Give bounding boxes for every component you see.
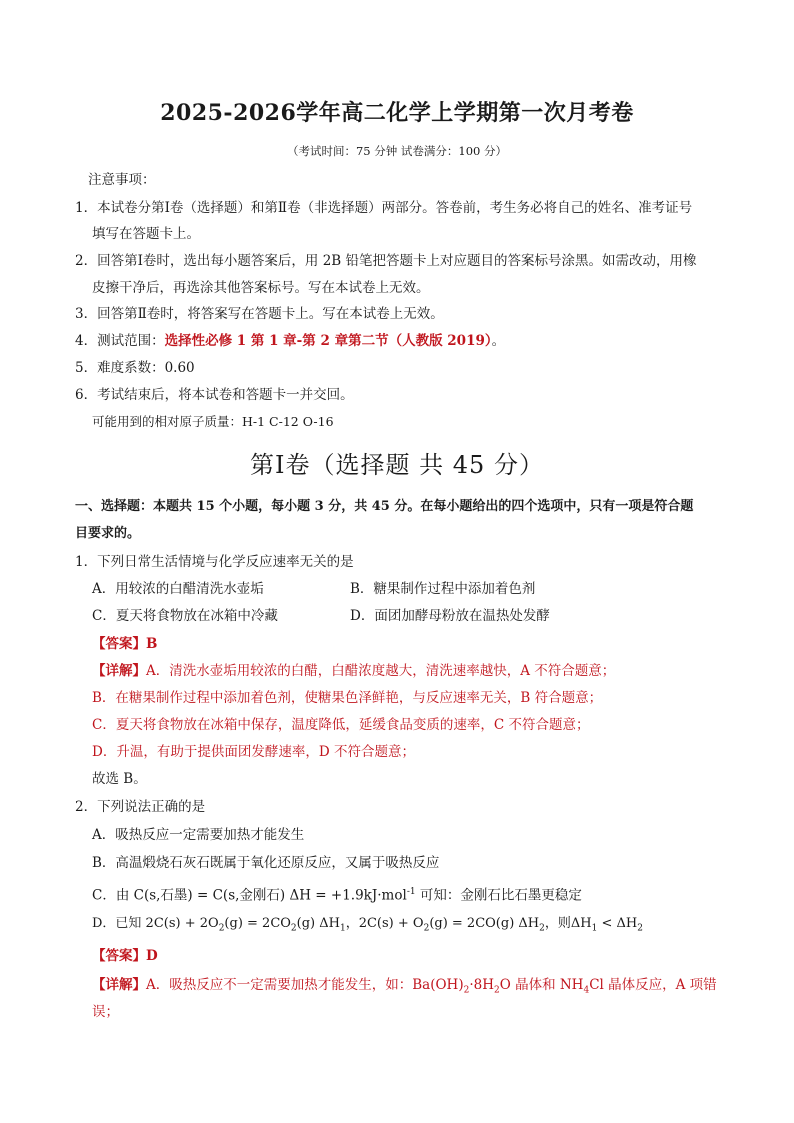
q1-conclusion: 故选 B。 xyxy=(92,771,147,787)
note-1-cont: 填写在答题卡上。 xyxy=(92,226,200,242)
q2-option-a: A．吸热反应一定需要加热才能发生 xyxy=(92,827,305,843)
q2-option-d: D．已知 $2C(s) + 2O_2(g) = 2CO_2(g)$ $\Delta H_1$，$2C(s) + O_2(g) = 2CO(g)$ $\Delta H_2$，则$\Delta H_1 < \Delta H_2$ xyxy=(92,916,643,934)
note-6: 6．考试结束后，将本试卷和答题卡一并交回。 xyxy=(75,387,354,403)
q1-answer: 【答案】B xyxy=(92,636,158,652)
q1-explanation-b: B．在糖果制作过程中添加着色剂，使糖果色泽鲜艳，与反应速率无关，B 符合题意； xyxy=(92,690,603,706)
q2-detail-tag: 【详解】 xyxy=(92,977,146,993)
section-intro-cont: 目要求的。 xyxy=(75,526,141,541)
q1-option-d: D．面团加酵母粉放在温热处发酵 xyxy=(350,608,550,624)
q1-detail-tag: 【详解】 xyxy=(92,663,146,679)
note-5: 5．难度系数：0.60 xyxy=(75,360,195,376)
q2-explanation-a-cont: 误； xyxy=(92,1004,119,1020)
section-title: 第Ⅰ卷（选择题 共 45 分） xyxy=(250,451,544,479)
note-4 xyxy=(75,331,505,351)
q1-option-b: B．糖果制作过程中添加着色剂 xyxy=(350,581,536,597)
note-1: 1．本试卷分第Ⅰ卷（选择题）和第Ⅱ卷（非选择题）两部分。答卷前，考生务必将自己的姓名、准考证号 xyxy=(75,200,693,216)
q2-stem: 2．下列说法正确的是 xyxy=(75,799,206,815)
q2-option-c: C．由 C(s,石墨) = C(s,金刚石) ΔH = +1.9kJ·mol$^{-1}$ 可知：金刚石比石墨更稳定 xyxy=(92,887,582,904)
exam-info: （考试时间：75 分钟 试卷满分：100 分） xyxy=(286,144,508,158)
q1-explanation-a: 【详解】A．清洗水壶垢用较浓的白醋，白醋浓度越大，清洗速率越快，A 不符合题意； xyxy=(92,663,616,679)
note-4-end: 。 xyxy=(491,333,506,349)
q1-explanation-c: C．夏天将食物放在冰箱中保存，温度降低，延缓食品变质的速率，C 不符合题意； xyxy=(92,717,590,733)
notes-heading: 注意事项： xyxy=(88,172,156,188)
q1-option-a: A．用较浓的白醋清洗水壶垢 xyxy=(92,581,264,597)
q1-stem: 1．下列日常生活情境与化学反应速率无关的是 xyxy=(75,554,354,570)
page-title: 2025-2026学年高二化学上学期第一次月考卷 xyxy=(160,100,634,126)
test-range: 选择性必修 1 第 1 章-第 2 章第二节（人教版 2019） xyxy=(164,333,492,349)
note-3: 3．回答第Ⅱ卷时，将答案写在答题卡上。写在本试卷上无效。 xyxy=(75,306,444,322)
atomic-masses: 可能用到的相对原子质量：H-1 C-12 O-16 xyxy=(92,414,334,429)
note-2: 2．回答第Ⅰ卷时，选出每小题答案后，用 2B 铅笔把答题卡上对应题目的答案标号涂黑。如需改动，用橡 xyxy=(75,253,697,269)
q1-explanation-d: D．升温，有助于提供面团发酵速率，D 不符合题意； xyxy=(92,744,415,760)
note-2-cont: 皮擦干净后，再选涂其他答案标号。写在本试卷上无效。 xyxy=(92,280,430,296)
q2-answer: 【答案】D xyxy=(92,948,158,964)
note-4-prefix: 4．测试范围： xyxy=(75,333,165,349)
q2-explanation-a: 【详解】A．吸热反应不一定需要加热才能发生，如：$Ba(OH)_2\cdot 8H_2O$ 晶体和 $NH_4Cl$ 晶体反应，A 项错 xyxy=(92,977,717,996)
q2-option-b: B．高温煅烧石灰石既属于氧化还原反应，又属于吸热反应 xyxy=(92,855,440,871)
section-intro: 一、选择题：本题共 15 个小题，每小题 3 分，共 45 分。在每小题给出的四个选项中，只有一项是符合题 xyxy=(75,499,694,514)
q1-option-c: C．夏天将食物放在冰箱中冷藏 xyxy=(92,608,278,624)
